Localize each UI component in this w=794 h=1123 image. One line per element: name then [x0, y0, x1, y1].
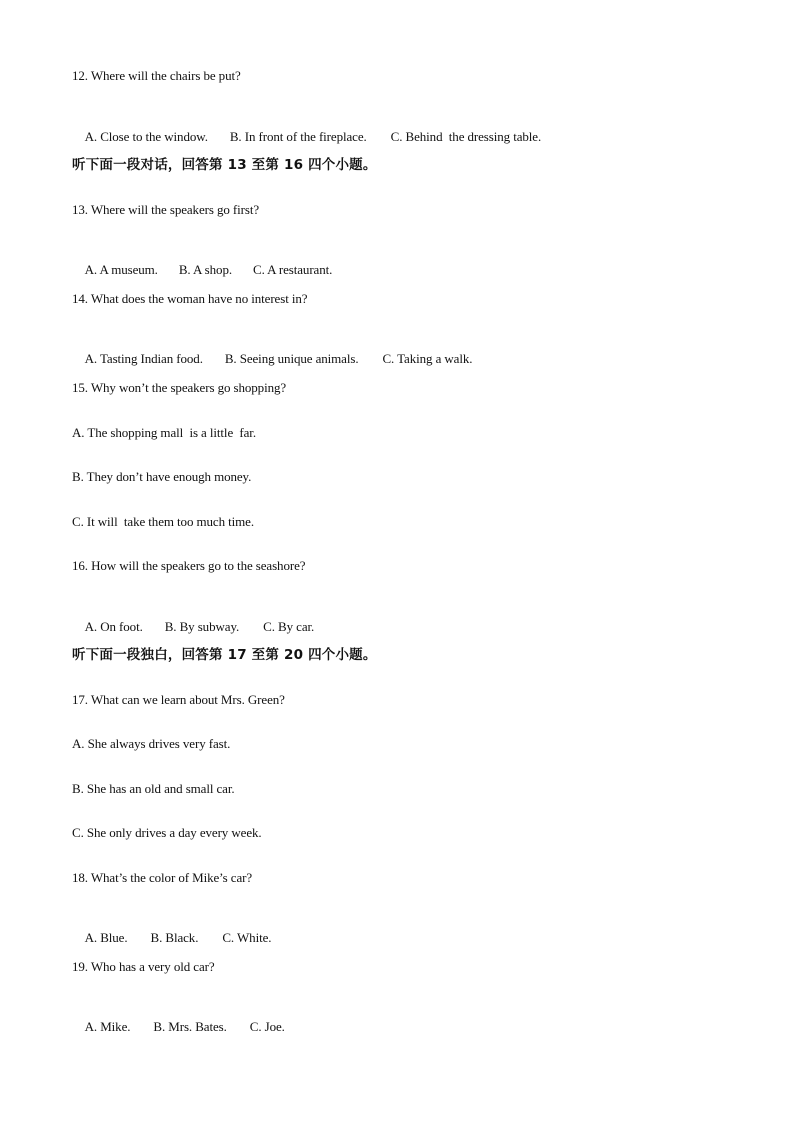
option-c: C. White. — [222, 930, 272, 945]
question-14: 14. What does the woman have no interest in? — [72, 291, 308, 306]
question-19: 19. Who has a very old car? — [72, 959, 215, 974]
option-b: B. Seeing unique animals. — [224, 351, 359, 366]
option-b: B. Mrs. Bates. — [153, 1019, 227, 1034]
question-15-option-b: B. They don’t have enough money. — [72, 469, 252, 484]
question-16: 16. How will the speakers go to the seashore? — [72, 558, 306, 573]
question-13-options — [72, 246, 332, 294]
option-c: C. A restaurant. — [253, 262, 333, 277]
question-19-options — [72, 1003, 285, 1051]
option-b: B. By subway. — [164, 619, 240, 634]
option-c: C. Taking a walk. — [382, 351, 473, 366]
question-12-options — [72, 113, 541, 161]
option-c: C. Behind the dressing table. — [390, 129, 542, 144]
option-b: B. Black. — [150, 930, 199, 945]
option-a: A. Close to the window. — [84, 129, 208, 144]
option-a: A. Tasting Indian food. — [84, 351, 203, 366]
question-17-option-c: C. She only drives a day every week. — [72, 825, 262, 840]
question-14-options — [72, 335, 472, 383]
question-17-option-a: A. She always drives very fast. — [72, 736, 231, 751]
option-a: A. On foot. — [84, 619, 143, 634]
question-15-option-a: A. The shopping mall is a little far. — [72, 425, 256, 440]
option-a: A. Blue. — [84, 930, 128, 945]
option-a: A. A museum. — [84, 262, 158, 277]
question-18-options — [72, 914, 271, 962]
option-b: B. A shop. — [178, 262, 232, 277]
section-heading-dialogue: 听下面一段对话，回答第 13 至第 16 四个小题。 — [72, 157, 377, 173]
question-17: 17. What can we learn about Mrs. Green? — [72, 692, 285, 707]
question-16-options — [72, 603, 314, 651]
option-c: C. By car. — [263, 619, 315, 634]
option-b: B. In front of the fireplace. — [229, 129, 367, 144]
option-a: A. Mike. — [84, 1019, 131, 1034]
question-18: 18. What’s the color of Mike’s car? — [72, 870, 253, 885]
option-c: C. Joe. — [249, 1019, 285, 1034]
question-15: 15. Why won’t the speakers go shopping? — [72, 380, 287, 395]
question-13: 13. Where will the speakers go first? — [72, 202, 260, 217]
question-17-option-b: B. She has an old and small car. — [72, 781, 235, 796]
question-12: 12. Where will the chairs be put? — [72, 68, 241, 83]
section-heading-monologue: 听下面一段独白，回答第 17 至第 20 四个小题。 — [72, 647, 377, 663]
question-15-option-c: C. It will take them too much time. — [72, 514, 254, 529]
